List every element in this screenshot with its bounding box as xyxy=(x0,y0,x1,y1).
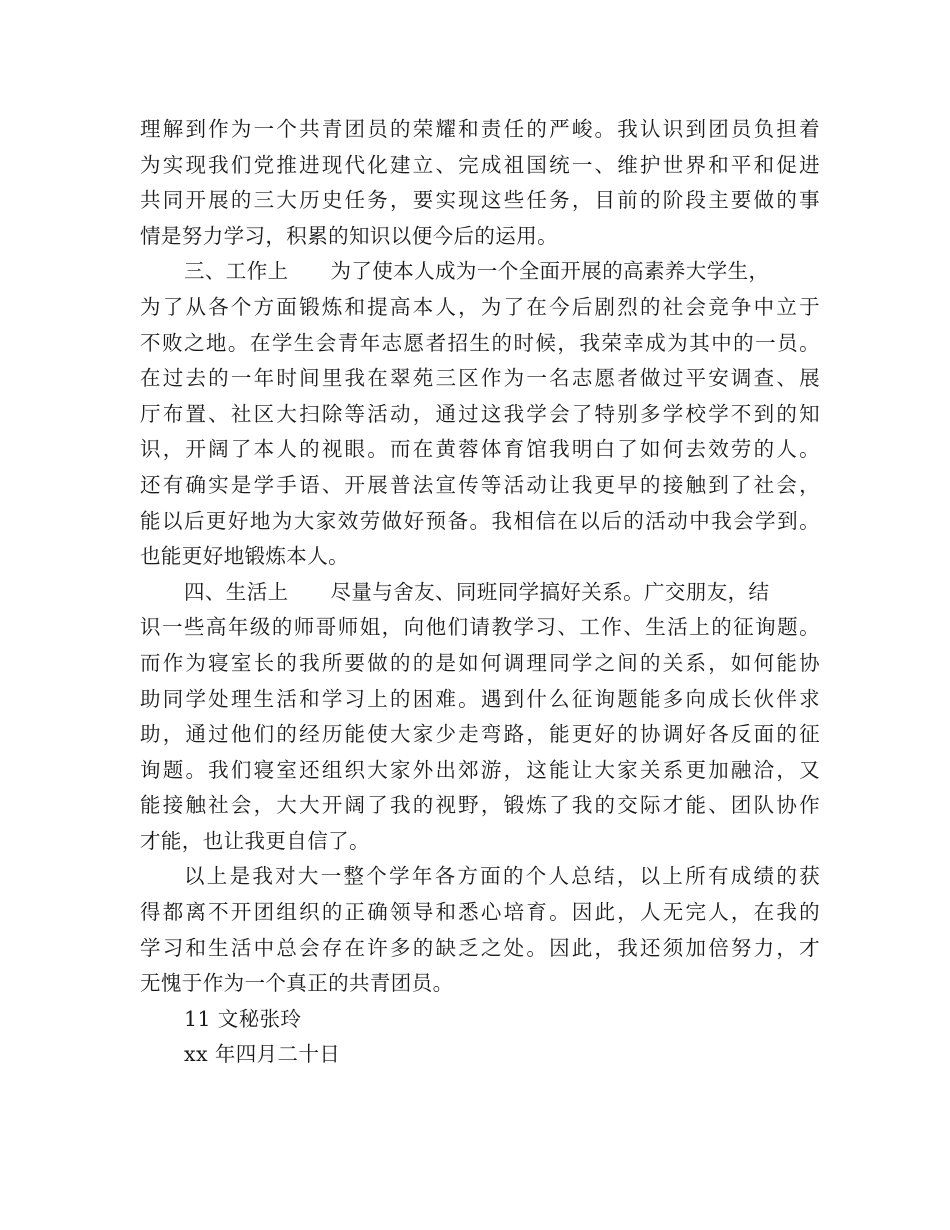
section-work xyxy=(140,254,820,574)
text-line: 也能更好地锻炼本人。 xyxy=(140,544,349,569)
section-life xyxy=(140,575,820,860)
text-line-content: 尽量与舍友、同班同学搞好关系。广交朋友，结 xyxy=(330,579,770,604)
text-line: 而作为寝室长的我所要做的的是如何调理同学之间的关系，如何能协 xyxy=(140,650,820,675)
text-line: 识，开阔了本人的视眼。而在黄蓉体育馆我明白了如何去效劳的人。 xyxy=(140,437,820,462)
paragraph-1 xyxy=(140,112,820,254)
text-line: 助同学处理生活和学习上的困难。遇到什么征询题能多向成长伙伴求 xyxy=(140,686,820,711)
text-line: 识一些高年级的师哥师姐，向他们请教学习、工作、生活上的征询题。 xyxy=(140,615,820,640)
text-line: 共同开展的三大历史任务，要实现这些任务，目前的阶段主要做的事 xyxy=(140,188,820,213)
conclusion-paragraph xyxy=(140,859,820,1001)
signature: 11 文秘张玲 xyxy=(184,1006,302,1031)
text-line: 询题。我们寝室还组织大家外出郊游，这能让大家关系更加融洽，又 xyxy=(140,757,820,782)
text-line: 得都离不开团组织的正确领导和悉心培育。因此，人无完人，在我的 xyxy=(140,900,820,925)
text-line: 能以后更好地为大家效劳做好预备。我相信在以后的活动中我会学到。 xyxy=(140,508,820,533)
text-line: 无愧于作为一个真正的共青团员。 xyxy=(140,971,454,996)
text-line: 以上是我对大一整个学年各方面的个人总结，以上所有成绩的获 xyxy=(184,864,820,889)
text-line: 厅布置、社区大扫除等活动，通过这我学会了特别多学校学不到的知 xyxy=(140,401,820,426)
text-line: 不败之地。在学生会青年志愿者招生的时候，我荣幸成为其中的一员。 xyxy=(140,330,820,355)
text-line: 助，通过他们的经历能使大家少走弯路，能更好的协调好各反面的征 xyxy=(140,722,820,747)
text-line: 为了从各个方面锻炼和提高本人，为了在今后剧烈的社会竞争中立于 xyxy=(140,294,820,319)
text-line: 还有确实是学手语、开展普法宣传等活动让我更早的接触到了社会， xyxy=(140,472,820,497)
text-line xyxy=(140,575,820,611)
text-line-content: 为了使本人成为一个全面开展的高素养大学生， xyxy=(330,259,770,284)
text-line: 理解到作为一个共青团员的荣耀和责任的严峻。我认识到团员负担着 xyxy=(140,117,820,141)
section-heading-life: 四、生活上 xyxy=(184,579,289,604)
text-line: 学习和生活中总会存在许多的缺乏之处。因此，我还须加倍努力，才 xyxy=(140,935,820,960)
text-line: 能接触社会，大大开阔了我的视野，锻炼了我的交际才能、团队协作 xyxy=(140,793,820,818)
text-line xyxy=(140,254,820,290)
section-heading-work: 三、工作上 xyxy=(184,259,289,284)
text-line: 才能，也让我更自信了。 xyxy=(140,828,370,853)
date: xx 年四月二十日 xyxy=(184,1042,341,1067)
text-line: 情是努力学习，积累的知识以便今后的运用。 xyxy=(140,223,558,248)
document-page xyxy=(140,112,820,1073)
text-line: 为实现我们党推进现代化建立、完成祖国统一、维护世界和平和促进 xyxy=(140,152,820,177)
text-line: 在过去的一年时间里我在翠苑三区作为一名志愿者做过平安调查、展 xyxy=(140,366,820,391)
